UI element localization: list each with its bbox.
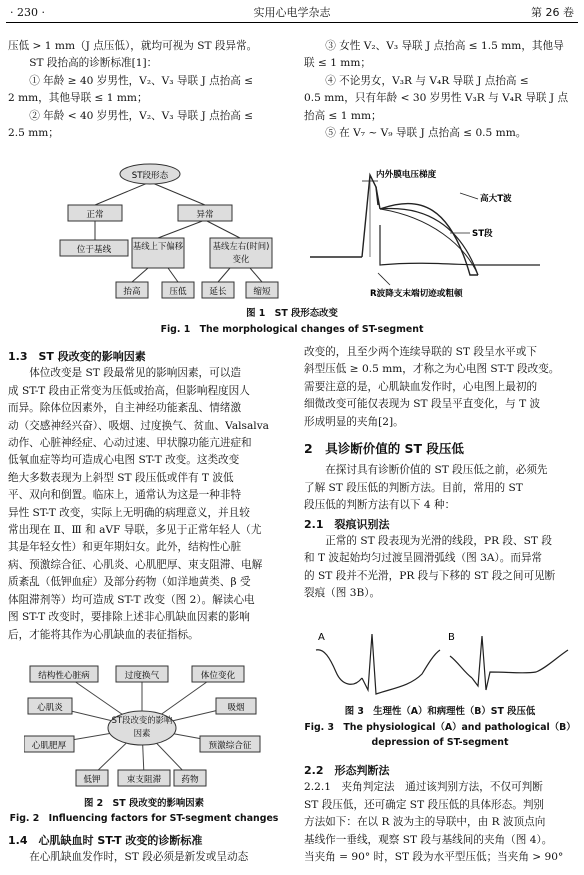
factor-label: 束支阻滞 (126, 775, 162, 785)
fig2-caption-en: Fig. 2 Influencing factors for ST-segment changes (9, 813, 279, 824)
paragraph: ③ 女性 V₂、V₃ 导联 J 点抬高 ≤ 1.5 mm，其他导 (325, 40, 564, 52)
shift-label: 基线上下偏移 (132, 241, 184, 251)
paragraph: 段压低的判断方法有以下 4 种： (304, 499, 456, 512)
section-heading: 1.4 心肌缺血时 ST-T 改变的诊断标准 (8, 834, 203, 847)
paragraph: 当夹角 = 90° 时，ST 段为水平型压低；当夹角 > 90° (304, 851, 564, 864)
paragraph: 常出现在 Ⅱ、Ⅲ 和 aVF 导联，多见于正常年轻人（尤 (8, 524, 262, 537)
paragraph: 压低 > 1 mm（J 点压低），就均可视为 ST 段异常。 (8, 40, 258, 52)
paragraph: 体位改变是 ST 段最常见的影响因素，可以造 (29, 367, 241, 380)
normal-label: 正常 (86, 210, 104, 220)
paragraph: 的 ST 段并不光滑，PR 段与下移的 ST 段之间可见断 (304, 569, 556, 582)
paragraph: 体阻滞剂等）均可造成 ST-T 改变（图 2）。解读心电 (8, 593, 255, 606)
fig3-waveforms (314, 628, 572, 698)
paragraph: 细微改变可能仅表现为 ST 段呈平直变化，与 T 波 (304, 398, 541, 411)
tall-t-label: 高大T波 (480, 194, 512, 204)
fig3-caption-cn: 图 3 生理性（A）和病理性（B）ST 段压低 (344, 706, 536, 717)
fig1-caption-en: Fig. 1 The morphological changes of ST-segment (160, 324, 424, 335)
membrane-label: 内外膜电压梯度 (376, 170, 437, 180)
section-heading: 2.1 裂痕识别法 (304, 517, 390, 531)
center-label: ST段改变的影响因素 (111, 715, 173, 738)
section-heading: 2.2 形态判断法 (304, 764, 390, 777)
fig3-caption-en-1: Fig. 3 The physiological（A）and pathological（B） (304, 722, 576, 733)
st-label: ST段 (472, 229, 493, 239)
paragraph: ④ 不论男女，V₃R 与 V₄R 导联 J 点抬高 ≤ (325, 74, 529, 87)
paragraph: 形成明显的夹角[2]。 (304, 415, 404, 428)
paragraph: 2 mm，其他导联 ≤ 1 mm； (8, 92, 148, 105)
right-mid-text (304, 344, 576, 603)
fig2-factor-diagram (24, 664, 264, 792)
left-top-text (8, 38, 280, 142)
r-wave-label: R波降支末端切迹或粗顿 (370, 289, 463, 299)
leaf-label: 抬高 (123, 287, 141, 297)
paragraph: 正常的 ST 段表现为光滑的线段，PR 段、ST 段 (325, 535, 552, 548)
factor-label: 预激综合征 (208, 741, 252, 751)
paragraph: 后，才能将其作为心肌缺血的表征指标。 (8, 628, 199, 641)
paragraph: 改变的，且至少两个连续导联的 ST 段呈水平或下 (304, 346, 537, 358)
paragraph: 裂痕（图 3B）。 (304, 587, 381, 600)
fig3-label-a: A (318, 632, 325, 643)
paragraph: 2.5 mm； (8, 127, 59, 140)
page-number: · 230 · (10, 6, 45, 19)
right-top-text (304, 38, 576, 142)
paragraph: 异性 ST-T 改变，实际上无明确的病理意义，并且较 (8, 506, 250, 519)
factor-label: 体位变化 (200, 671, 236, 681)
paragraph: 抬高 ≤ 1 mm； (304, 109, 382, 122)
root-label: ST段形态 (131, 171, 169, 181)
leaf-label: 缩短 (253, 287, 271, 297)
factor-label: 心肌炎 (37, 703, 63, 713)
fig2-caption-cn: 图 2 ST 段改变的影响因素 (84, 798, 204, 809)
paragraph: 了解 ST 段压低的判断方法。目前，常用的 ST (304, 481, 523, 494)
section-heading: 2 具诊断价值的 ST 段压低 (304, 441, 464, 457)
factor-label: 心肌肥厚 (31, 741, 67, 751)
paragraph: 在探讨具有诊断价值的 ST 段压低之前，必须先 (325, 464, 548, 477)
paragraph: 动（交感神经兴奋）、吸烟、过度换气、贫血、Valsalva (8, 419, 269, 432)
section-1-4 (8, 832, 280, 867)
time-label: 基线左右(时间)变化 (212, 241, 270, 264)
factor-label: 吸烟 (227, 703, 245, 713)
factor-label: 过度换气 (124, 671, 160, 681)
paragraph: ② 年龄 < 40 岁男性，V₂、V₃ 导联 J 点抬高 ≤ (29, 109, 254, 122)
section-2-2 (304, 762, 576, 866)
journal-title: 实用心电学杂志 (253, 6, 331, 19)
paragraph: 在心肌缺血发作时，ST 段必须是新发或呈动态 (29, 851, 249, 864)
paragraph: 0.5 mm，只有年龄 < 30 岁男性 V₃R 与 V₄R 导联 J 点 (304, 92, 569, 105)
baseline-label: 位于基线 (76, 245, 112, 255)
paragraph: 平、双向和倒置。临床上，通常认为这是一种非特 (8, 489, 242, 502)
volume-label: 第 26 卷 (531, 6, 574, 19)
paragraph: 绝大多数表现为上斜型 ST 段压低或伴有 T 波低 (8, 471, 234, 484)
fig3-label-b: B (448, 632, 455, 643)
fig1-tree-diagram (40, 160, 280, 300)
paragraph: 需要注意的是，心肌缺血发作时，心电图上最初的 (304, 380, 538, 393)
factor-label: 低钾 (83, 775, 101, 785)
paragraph: ST 段压低，还可确定 ST 段压低的具体形态。判别 (304, 798, 545, 811)
leaf-label: 延长 (209, 287, 227, 297)
paragraph: 动作、心脏神经症、心动过速、甲状腺功能亢进症和 (8, 437, 252, 450)
fig3-caption-en-2: depression of ST-segment (371, 737, 509, 748)
paragraph: 而异。除体位因素外，自主神经功能紊乱、情绪激 (8, 402, 242, 415)
paragraph: 基线作一垂线，观察 ST 段与基线间的夹角（图 4）。 (304, 833, 553, 846)
paragraph: ① 年龄 ≥ 40 岁男性，V₂、V₃ 导联 J 点抬高 ≤ (29, 74, 254, 87)
paragraph: 联 ≤ 1 mm； (304, 57, 371, 70)
factor-label: 结构性心脏病 (38, 671, 90, 681)
paragraph: ST 段抬高的诊断标准[1]： (29, 57, 158, 70)
paragraph: 病、预激综合征、心肌炎、心肌肥厚、束支阻滞、电解 (8, 558, 263, 571)
running-header (6, 4, 578, 23)
paragraph: 成 ST-T 段由正常变为压低或抬高，但影响程度因人 (8, 384, 250, 397)
paragraph: 质紊乱（低钾血症）及部分药物（如洋地黄类、β 受 (8, 576, 251, 589)
paragraph: 其是年轻女性）和更年期妇女。此外，结构性心脏 (8, 541, 242, 554)
leaf-label: 压低 (169, 287, 187, 297)
section-heading: 1.3 ST 段改变的影响因素 (8, 350, 146, 363)
paragraph: 低氧血症等均可造成心电图 ST-T 改变。这类改变 (8, 454, 240, 467)
paragraph: 方法如下：在以 R 波为主的导联中，由 R 波顶点向 (304, 816, 546, 829)
paragraph: 斜型压低 ≥ 0.5 mm，才称之为心电图 ST-T 段改变。 (304, 363, 560, 376)
factor-label: 药物 (181, 775, 199, 785)
abnormal-label: 异常 (196, 210, 214, 220)
paragraph: 图 ST-T 改变时，要排除上述非心肌缺血因素的影响 (8, 611, 250, 624)
fig1-st-waveform (300, 165, 550, 305)
paragraph: 2.2.1 夹角判定法 通过该判别方法，不仅可判断 (304, 781, 543, 794)
section-1-3 (8, 348, 280, 644)
paragraph: ⑤ 在 V₇ ~ V₉ 导联 J 点抬高 ≤ 0.5 mm。 (325, 127, 527, 140)
fig1-caption-cn: 图 1 ST 段形态改变 (246, 308, 338, 319)
paragraph: 和 T 波起始均匀过渡呈圆滑弧线（图 3A）。而异常 (304, 552, 543, 565)
